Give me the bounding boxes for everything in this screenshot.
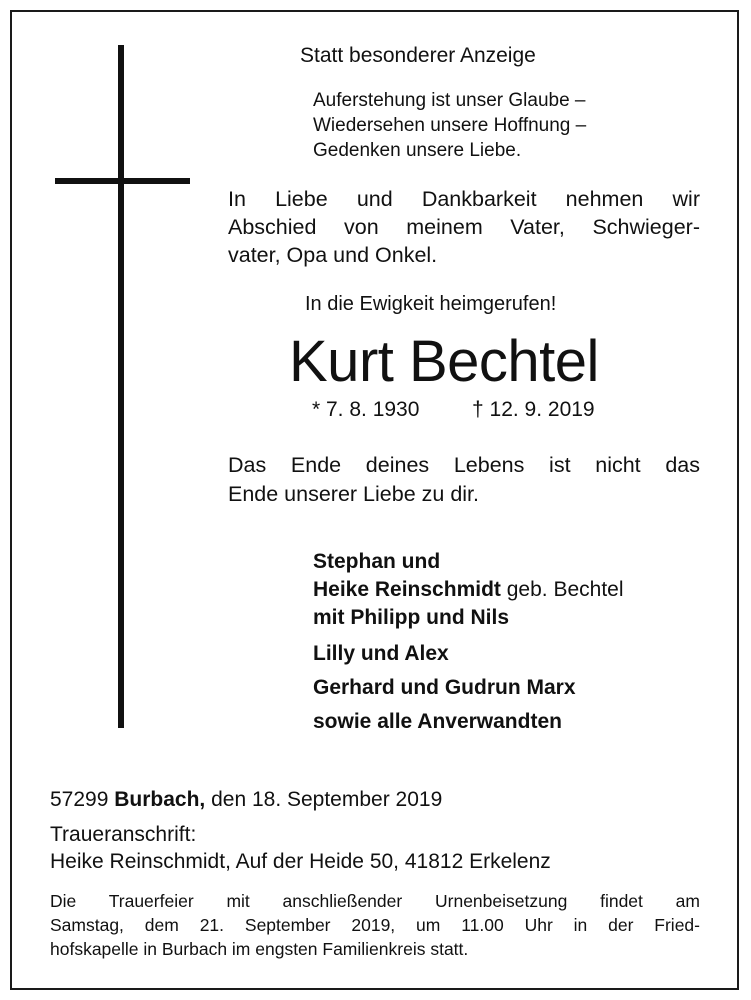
- intro-line: Abschied von meinem Vater, Schwieger-: [228, 215, 700, 239]
- family-line: [313, 578, 624, 602]
- intro-line: In Liebe und Dankbarkeit nehmen wir: [228, 187, 700, 211]
- place-date: [50, 788, 442, 812]
- notice-line: Samstag, dem 21. September 2019, um 11.00 Uhr in der Fried-: [50, 915, 700, 935]
- place-city: Burbach,: [114, 788, 206, 811]
- family-name-bold: Heike Reinschmidt: [313, 578, 501, 601]
- quote-text: [228, 451, 700, 509]
- verse-line: Wiedersehen unsere Hoffnung –: [313, 115, 587, 136]
- quote-line: Das Ende deines Lebens ist nicht das: [228, 453, 700, 477]
- verse: [313, 88, 586, 163]
- family-line: mit Philipp und Nils: [313, 606, 509, 629]
- place-zip: 57299: [50, 788, 115, 811]
- cross-icon: [118, 45, 124, 728]
- notice-line: Die Trauerfeier mit anschließender Urnenbeisetzung findet am: [50, 891, 700, 911]
- verse-line: Auferstehung ist unser Glaube –: [313, 90, 586, 111]
- family-name-rest: geb. Bechtel: [500, 578, 624, 601]
- family-line: Gerhard und Gudrun Marx: [313, 676, 576, 699]
- family-line: Lilly und Alex: [313, 642, 449, 665]
- called-home: In die Ewigkeit heimgerufen!: [305, 293, 557, 315]
- family-line: sowie alle Anverwandten: [313, 710, 562, 733]
- death-date: † 12. 9. 2019: [472, 398, 595, 421]
- verse-line: Gedenken unsere Liebe.: [313, 140, 522, 161]
- address-label: Traueranschrift:: [50, 823, 197, 846]
- family-line: Stephan und: [313, 550, 441, 573]
- cross-icon-bar: [55, 178, 190, 184]
- notice-heading: Statt besonderer Anzeige: [300, 44, 536, 67]
- deceased-name: Kurt Bechtel: [289, 329, 599, 394]
- birth-date: * 7. 8. 1930: [312, 398, 420, 421]
- funeral-notice: [50, 889, 700, 961]
- mourning-address: Heike Reinschmidt, Auf der Heide 50, 41812 Erkelenz: [50, 850, 551, 873]
- notice-line: hofskapelle in Burbach im engsten Familienkreis statt.: [50, 939, 469, 959]
- place-date-text: den 18. September 2019: [205, 788, 443, 811]
- intro-text: [228, 185, 700, 269]
- quote-line: Ende unserer Liebe zu dir.: [228, 482, 479, 506]
- intro-line: vater, Opa und Onkel.: [228, 243, 438, 267]
